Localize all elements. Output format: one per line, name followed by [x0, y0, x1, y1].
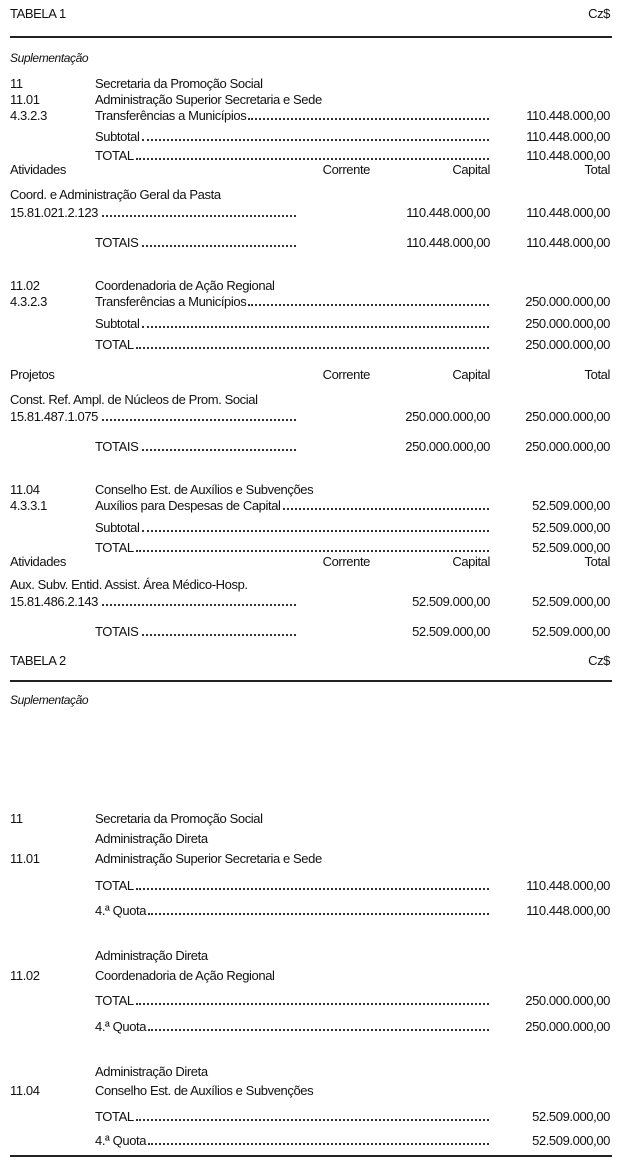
total-row [95, 337, 493, 353]
org-name: Secretaria da Promoção Social [95, 811, 263, 826]
totais-label: TOTAIS [95, 235, 139, 250]
activity-code: 15.81.021.2.123 [10, 205, 98, 220]
totais-capital: 250.000.000,00 [405, 439, 490, 454]
unit-code: 11.01 [10, 92, 40, 107]
item-code: 4.3.2.3 [10, 294, 47, 309]
activity-capital: 110.448.000,00 [406, 205, 490, 220]
activity-capital: 52.509.000,00 [412, 594, 490, 609]
column-header-corrente: Corrente [322, 554, 370, 569]
item-row [95, 498, 493, 514]
dot-leader [248, 294, 489, 306]
quota-label: 4.ª Quota [95, 903, 147, 918]
total-label: TOTAL [95, 993, 134, 1008]
total-label: TOTAL [95, 540, 134, 555]
dot-leader [102, 205, 296, 217]
column-header-corrente: Corrente [322, 162, 370, 177]
dot-leader [142, 129, 489, 141]
subtotal-row [95, 520, 493, 536]
column-header-kind: Projetos [10, 367, 55, 382]
total-value: 250.000.000,00 [525, 337, 610, 352]
total-row [95, 878, 493, 894]
project-total: 250.000.000,00 [525, 409, 610, 424]
totais-row [95, 439, 300, 455]
org-code: 11 [10, 811, 23, 826]
total-row [95, 148, 493, 164]
divider [10, 680, 612, 682]
quota-label: 4.ª Quota [95, 1133, 147, 1148]
activity-row [10, 594, 300, 610]
total-value: 52.509.000,00 [532, 1109, 610, 1124]
total-row [95, 993, 493, 1009]
section-label: Suplementação [10, 51, 89, 65]
totais-capital: 52.509.000,00 [412, 624, 490, 639]
dot-leader [142, 235, 296, 247]
column-header-total: Total [584, 554, 610, 569]
unit-name: Coordenadoria de Ação Regional [95, 278, 275, 293]
column-header-corrente: Corrente [322, 367, 370, 382]
column-header-kind: Atividades [10, 554, 66, 569]
total-row [95, 540, 493, 556]
section-label: Suplementação [10, 693, 89, 707]
item-value: 110.448.000,00 [526, 108, 610, 123]
activity-row [10, 205, 300, 221]
quota-row [95, 903, 493, 919]
unit-name: Coordenadoria de Ação Regional [95, 968, 275, 983]
quota-value: 250.000.000,00 [525, 1019, 610, 1034]
activity-name: Aux. Subv. Entid. Assist. Área Médico-Hosp. [10, 577, 248, 592]
activity-code: 15.81.486.2.143 [10, 594, 98, 609]
dot-leader [102, 594, 296, 606]
subtotal-value: 250.000.000,00 [525, 316, 610, 331]
unit-name: Conselho Est. de Auxílios e Subvenções [95, 482, 314, 497]
total-value: 110.448.000,00 [526, 148, 610, 163]
project-row [10, 409, 300, 425]
total-value: 250.000.000,00 [525, 993, 610, 1008]
totais-row [95, 235, 300, 251]
subtotal-label: Subtotal [95, 129, 140, 144]
activity-name: Coord. e Administração Geral da Pasta [10, 187, 221, 202]
totais-label: TOTAIS [95, 624, 139, 639]
dot-leader [136, 540, 489, 552]
item-value: 250.000.000,00 [525, 294, 610, 309]
project-name: Const. Ref. Ampl. de Núcleos de Prom. Social [10, 392, 258, 407]
totais-total: 52.509.000,00 [532, 624, 610, 639]
divider [10, 36, 612, 38]
org-name: Secretaria da Promoção Social [95, 76, 263, 91]
dot-leader [142, 439, 296, 451]
total-value: 110.448.000,00 [526, 878, 610, 893]
dot-leader [102, 409, 296, 421]
admin-label: Administração Direta [95, 948, 208, 963]
totais-total: 250.000.000,00 [525, 439, 610, 454]
subtotal-row [95, 129, 493, 145]
admin-label: Administração Direta [95, 1064, 208, 1079]
dot-leader [136, 1109, 489, 1121]
project-code: 15.81.487.1.075 [10, 409, 98, 424]
item-value: 52.509.000,00 [532, 498, 610, 513]
dot-leader [142, 316, 489, 328]
item-label: Transferências a Municípios [95, 294, 247, 309]
item-code: 4.3.3.1 [10, 498, 47, 513]
org-code: 11 [10, 76, 23, 91]
column-header-capital: Capital [452, 554, 490, 569]
unit-name: Administração Superior Secretaria e Sede [95, 851, 322, 866]
dot-leader [283, 498, 489, 510]
currency-label: Cz$ [588, 653, 610, 668]
unit-code: 11.04 [10, 1083, 40, 1098]
item-label: Transferências a Municípios [95, 108, 247, 123]
subtotal-row [95, 316, 493, 332]
item-code: 4.3.2.3 [10, 108, 47, 123]
quota-label: 4.ª Quota [95, 1019, 147, 1034]
unit-code: 11.01 [10, 851, 40, 866]
column-header-capital: Capital [452, 367, 490, 382]
subtotal-value: 52.509.000,00 [532, 520, 610, 535]
subtotal-label: Subtotal [95, 520, 140, 535]
dot-leader [136, 337, 489, 349]
total-row [95, 1109, 493, 1125]
quota-row [95, 1019, 493, 1035]
unit-name: Conselho Est. de Auxílios e Subvenções [95, 1083, 314, 1098]
totais-total: 110.448.000,00 [526, 235, 610, 250]
total-label: TOTAL [95, 337, 134, 352]
totais-capital: 110.448.000,00 [406, 235, 490, 250]
total-value: 52.509.000,00 [532, 540, 610, 555]
dot-leader [142, 520, 489, 532]
unit-code: 11.02 [10, 968, 40, 983]
total-label: TOTAL [95, 1109, 134, 1124]
activity-total: 110.448.000,00 [526, 205, 610, 220]
item-label: Auxílios para Despesas de Capital [95, 498, 281, 513]
total-label: TOTAL [95, 148, 134, 163]
dot-leader [148, 1019, 489, 1031]
dot-leader [148, 1133, 489, 1145]
column-header-total: Total [584, 367, 610, 382]
total-label: TOTAL [95, 878, 134, 893]
dot-leader [136, 878, 489, 890]
dot-leader [248, 108, 489, 120]
unit-code: 11.04 [10, 482, 40, 497]
quota-value: 52.509.000,00 [532, 1133, 610, 1148]
subtotal-label: Subtotal [95, 316, 140, 331]
totais-row [95, 624, 300, 640]
unit-code: 11.02 [10, 278, 40, 293]
column-header-total: Total [584, 162, 610, 177]
admin-label: Administração Direta [95, 831, 208, 846]
subtotal-value: 110.448.000,00 [526, 129, 610, 144]
dot-leader [148, 903, 489, 915]
column-header-capital: Capital [452, 162, 490, 177]
currency-label: Cz$ [588, 6, 610, 21]
column-header-kind: Atividades [10, 162, 66, 177]
quota-row [95, 1133, 493, 1149]
divider [10, 1155, 612, 1157]
unit-name: Administração Superior Secretaria e Sede [95, 92, 322, 107]
totais-label: TOTAIS [95, 439, 139, 454]
quota-value: 110.448.000,00 [526, 903, 610, 918]
dot-leader [136, 148, 489, 160]
dot-leader [136, 993, 489, 1005]
table-1-title: TABELA 1 [10, 6, 66, 21]
table-2-title: TABELA 2 [10, 653, 66, 668]
item-row [95, 294, 493, 310]
activity-total: 52.509.000,00 [532, 594, 610, 609]
item-row [95, 108, 493, 124]
dot-leader [142, 624, 296, 636]
project-capital: 250.000.000,00 [405, 409, 490, 424]
